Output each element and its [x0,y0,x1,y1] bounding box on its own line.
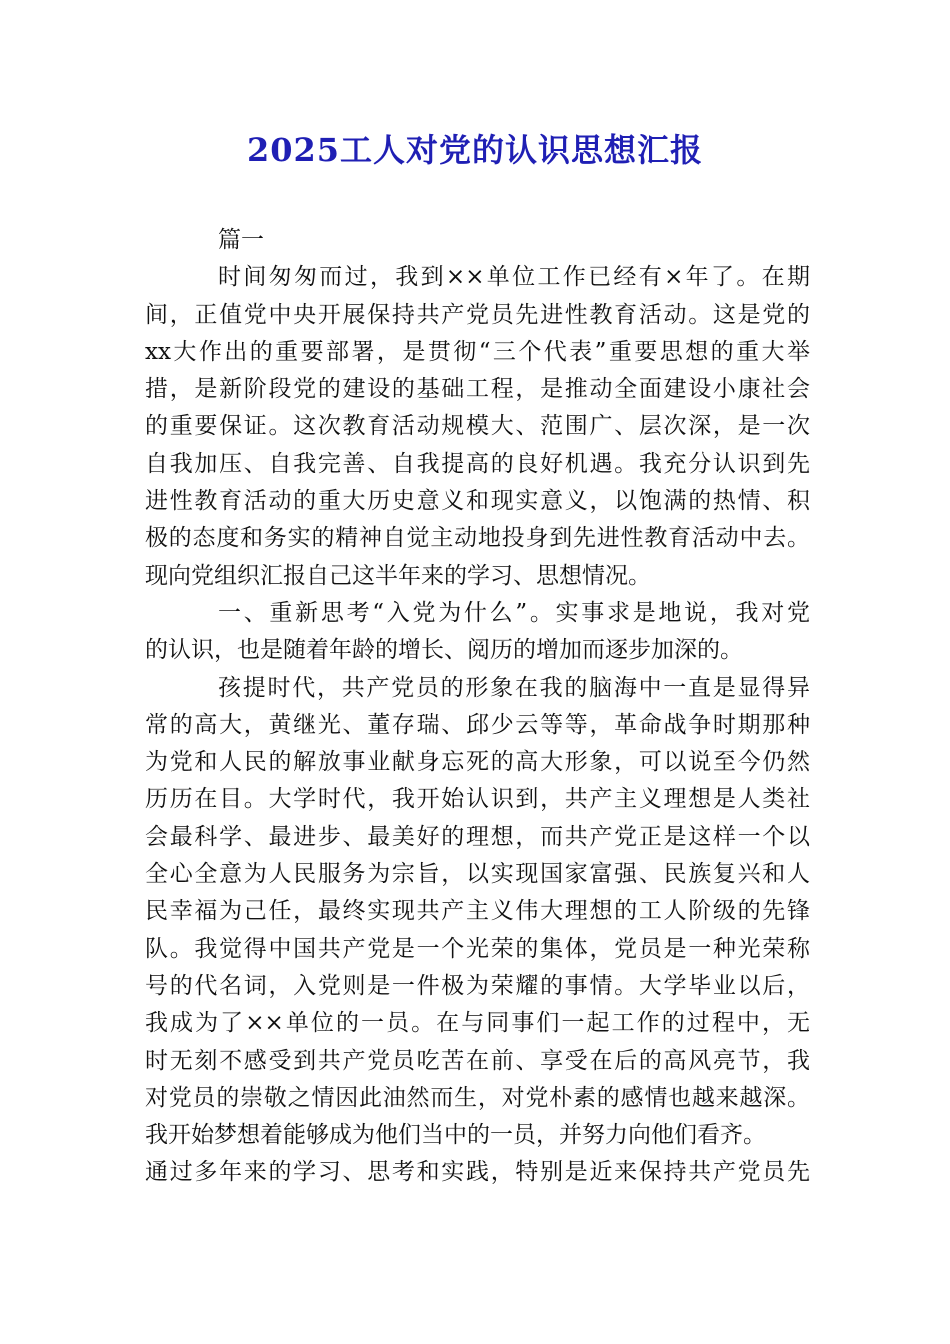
body-line: xx大作出的重要部署，是贯彻“三个代表”重要思想的重大举 [145,338,810,365]
body-line: 的认识，也是随着年龄的增长、阅历的增加而逐步加深的。 [145,637,743,664]
body-line: 现向党组织汇报自己这半年来的学习、思想情况。 [145,562,651,589]
body-line: 常的高大，黄继光、董存瑞、邱少云等等，革命战争时期那种 [145,711,810,738]
body-line: 通过多年来的学习、思考和实践，特别是近来保持共产党员先 [145,1159,810,1186]
body-line: 队。我觉得中国共产党是一个光荣的集体，党员是一种光荣称 [145,935,810,962]
body-line: 历历在目。大学时代，我开始认识到，共产主义理想是人类社 [145,786,810,813]
body-line: 我成为了××单位的一员。在与同事们一起工作的过程中，无 [145,1010,810,1037]
body-line: 民幸福为己任，最终实现共产主义伟大理想的工人阶级的先锋 [145,898,810,925]
body-line: 时间匆匆而过，我到××单位工作已经有×年了。在期 [218,264,810,291]
body-line: 进性教育活动的重大历史意义和现实意义，以饱满的热情、积 [145,488,810,515]
document-title: 2025工人对党的认识思想汇报 [246,131,704,169]
body-line: 的重要保证。这次教育活动规模大、范围广、层次深，是一次 [145,413,810,440]
body-line: 为党和人民的解放事业献身忘死的高大形象，可以说至今仍然 [145,749,810,776]
body-line: 间，正值党中央开展保持共产党员先进性教育活动。这是党的 [145,301,810,328]
body-line: 极的态度和务实的精神自觉主动地投身到先进性教育活动中去。 [145,525,810,552]
document-body [145,222,810,1192]
body-line: 全心全意为人民服务为宗旨，以实现国家富强、民族复兴和人 [145,861,810,888]
body-line: 孩提时代，共产党员的形象在我的脑海中一直是显得异 [218,674,810,701]
body-line: 会最科学、最进步、最美好的理想，而共产党正是这样一个以 [145,823,810,850]
body-line: 时无刻不感受到共产党员吃苦在前、享受在后的高风亮节，我 [145,1047,810,1074]
body-line: 篇一 [218,227,264,253]
body-line: 对党员的崇敬之情因此油然而生，对党朴素的感情也越来越深。 [145,1084,810,1111]
body-line: 自我加压、自我完善、自我提高的良好机遇。我充分认识到先 [145,450,810,477]
body-line: 号的代名词，入党则是一件极为荣耀的事情。大学毕业以后， [145,972,810,999]
body-line: 措，是新阶段党的建设的基础工程，是推动全面建设小康社会 [145,376,810,403]
body-line: 一、重新思考“入党为什么”。实事求是地说，我对党 [218,599,810,626]
body-line: 我开始梦想着能够成为他们当中的一员，并努力向他们看齐。 [145,1122,766,1149]
